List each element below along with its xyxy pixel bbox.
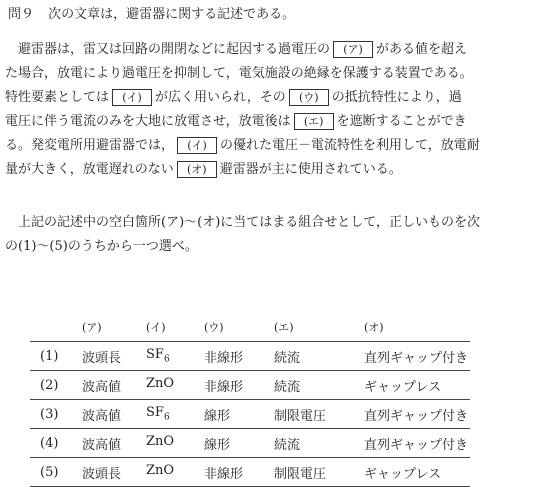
passage-line-1 <box>5 41 467 59</box>
option-u: 線形 <box>203 429 273 458</box>
question-lead: 次の文章は，避雷器に関する記述である。 <box>48 7 296 22</box>
option-number: (3) <box>30 400 81 429</box>
header-cell-a: (ア) <box>82 321 102 334</box>
passage-line-4 <box>5 113 467 131</box>
option-i: ZnO <box>145 371 203 400</box>
passage-text: の抵抗特性により，過 <box>331 90 462 105</box>
option-row-1[interactable] <box>30 342 470 371</box>
passage-text: 量が大きく，放電遅れのない <box>5 162 174 177</box>
passage-text: を遮断することができ <box>336 114 467 129</box>
passage-text: た場合，放電により過電圧を抑制して，電気施設の絶縁を保護する装置である。 <box>5 66 473 81</box>
option-o: 直列ギャップ付き <box>363 400 470 429</box>
option-row-3[interactable] <box>30 400 470 429</box>
option-e: 続流 <box>273 371 363 400</box>
option-e: 続流 <box>273 429 363 458</box>
passage-line-5 <box>5 137 480 155</box>
blank-box-i-2: (イ) <box>177 137 217 154</box>
blank-box-u: (ウ) <box>289 89 329 106</box>
option-a: 波高値 <box>81 371 145 400</box>
option-i: $SF_6$ <box>145 342 203 371</box>
passage-text: 避雷器が主に使用されている。 <box>219 162 402 177</box>
option-o: 直列ギャップ付き <box>363 429 470 458</box>
header-cell-e: (エ) <box>274 321 294 334</box>
passage-line-2 <box>5 65 473 83</box>
options-header-row <box>30 313 470 342</box>
option-number: (1) <box>30 342 81 371</box>
passage-text: 避雷器は，雷又は回路の開閉などに起因する過電圧の <box>5 42 331 57</box>
passage-line-3 <box>5 89 462 107</box>
options-table <box>30 313 470 487</box>
passage-text: 電圧に伴う電流のみを大地に放電させ，放電後は <box>5 114 291 129</box>
option-i: ZnO <box>145 458 203 487</box>
instruction-line-2: の(1)～(5)のうちから一つ選べ。 <box>5 239 198 254</box>
blank-box-i: (イ) <box>112 89 152 106</box>
option-a: 波頭長 <box>81 342 145 371</box>
option-u: 非線形 <box>203 458 273 487</box>
option-row-4[interactable] <box>30 429 470 458</box>
option-number: (4) <box>30 429 81 458</box>
passage-text: る。発変電所用避雷器では， <box>5 138 175 153</box>
instruction-line-1: 上記の記述中の空白箇所(ア)～(オ)に当てはまる組合せとして，正しいものを次 <box>5 215 481 230</box>
option-e: 制限電圧 <box>273 400 363 429</box>
passage-text: の優れた電圧－電流特性を利用して，放電耐 <box>220 138 480 153</box>
option-o: 直列ギャップ付き <box>363 342 470 371</box>
option-e: 続流 <box>273 342 363 371</box>
option-u: 非線形 <box>203 342 273 371</box>
option-a: 波高値 <box>81 400 145 429</box>
option-row-2[interactable] <box>30 371 470 400</box>
option-u: 線形 <box>203 400 273 429</box>
option-row-5[interactable] <box>30 458 470 487</box>
option-i: ZnO <box>145 429 203 458</box>
header-cell-u: (ウ) <box>204 321 224 334</box>
option-number: (2) <box>30 371 81 400</box>
option-e: 制限電圧 <box>273 458 363 487</box>
option-u: 非線形 <box>203 371 273 400</box>
option-i: $SF_6$ <box>145 400 203 429</box>
header-cell-o: (オ) <box>364 321 384 334</box>
option-o: ギャップレス <box>363 458 470 487</box>
option-number: (5) <box>30 458 81 487</box>
option-a: 波高値 <box>81 429 145 458</box>
passage-text: が広く用いられ，その <box>155 90 286 105</box>
passage-text: 特性要素としては <box>5 90 110 105</box>
question-number: 問９ <box>8 7 35 22</box>
header-cell <box>30 313 81 342</box>
blank-box-o: (オ) <box>177 161 217 178</box>
blank-box-a: (ア) <box>333 41 373 58</box>
blank-box-e: (エ) <box>294 113 334 130</box>
option-a: 波頭長 <box>81 458 145 487</box>
question-heading <box>8 6 295 24</box>
passage-text: がある値を超え <box>376 42 468 57</box>
header-cell-i: (イ) <box>146 321 166 334</box>
option-o: ギャップレス <box>363 371 470 400</box>
passage-line-6 <box>5 161 402 179</box>
